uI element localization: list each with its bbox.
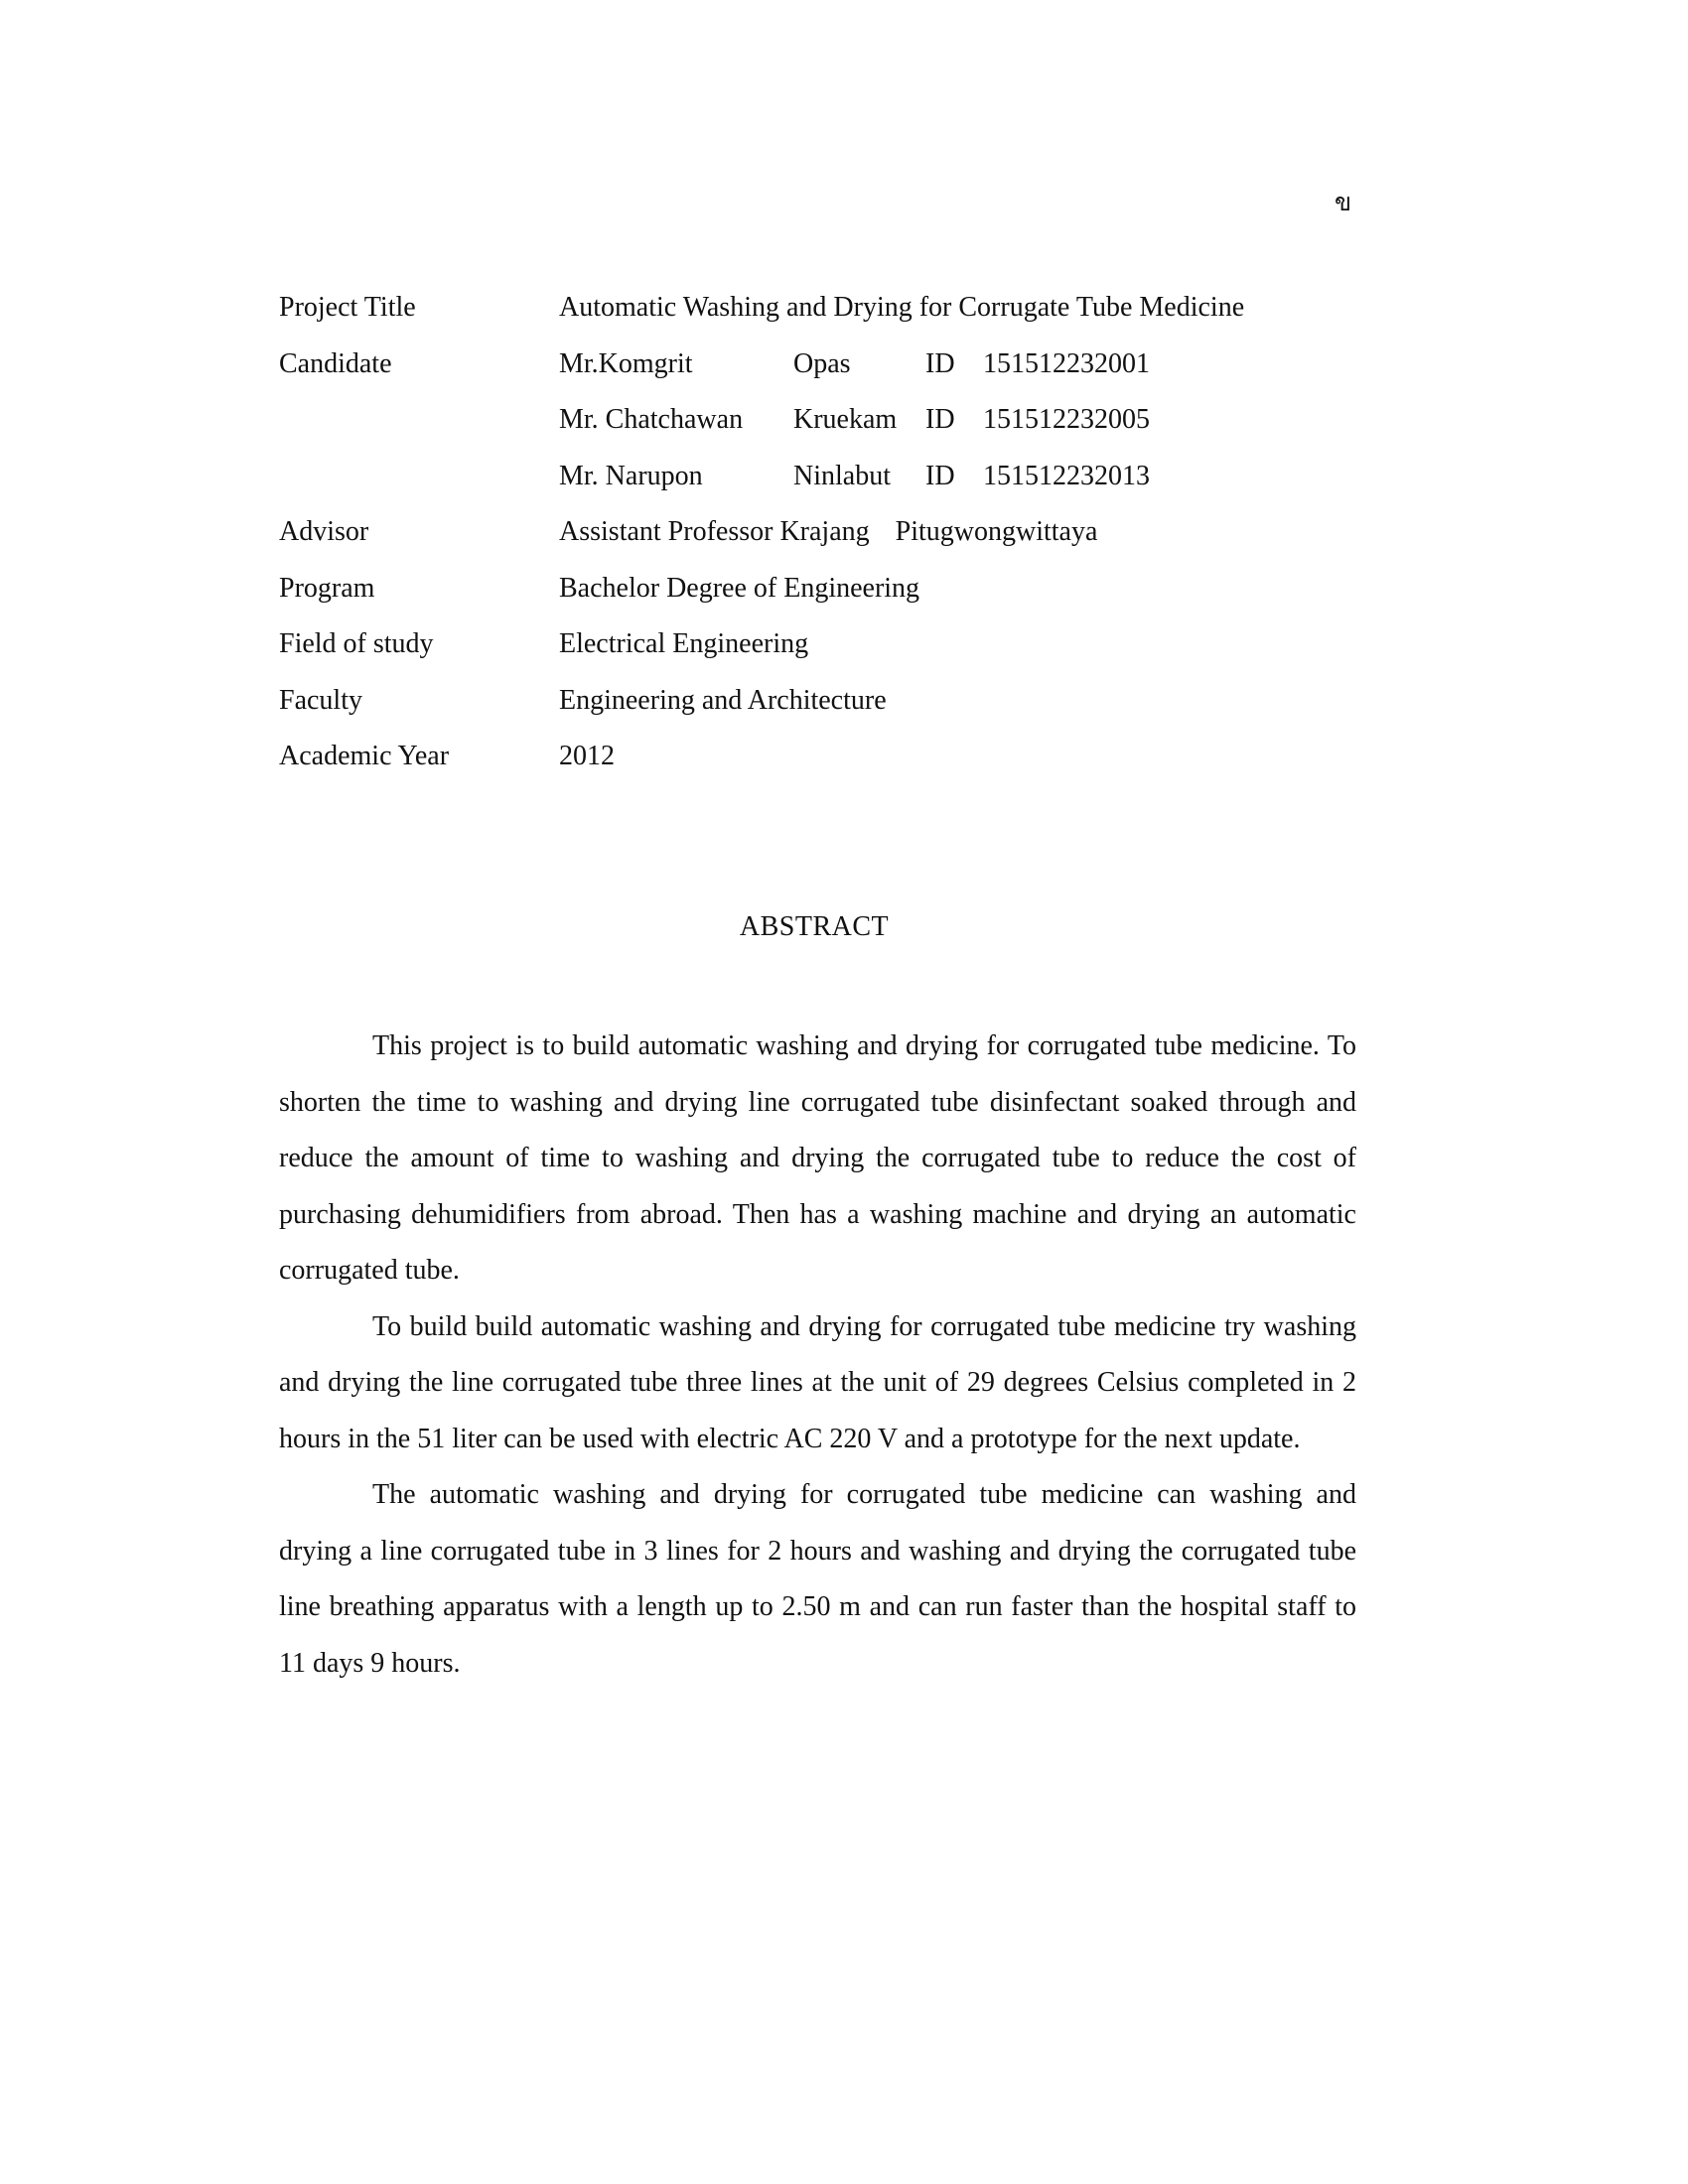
project-info-table: [279, 288, 1371, 793]
abstract-paragraph: This project is to build automatic washing and drying for corrugated tube medicine. To shorten the time to washing and drying line corrugated tube disinfectant soaked through and reduce the amount of time to washing and drying the corrugated tube to reduce the cost of purchasing dehumidifiers from abroad. Then has a washing machine and drying an automatic corrugated tube.: [279, 1030, 1356, 1286]
candidate-id-label: ID: [925, 460, 955, 491]
academic-year-value: 2012: [559, 741, 615, 771]
empty-label: [279, 457, 559, 513]
advisor-last-name: Pitugwongwittaya: [895, 516, 1098, 547]
field-row: [279, 624, 1371, 681]
faculty-row: [279, 681, 1371, 738]
advisor-label: Advisor: [279, 516, 369, 547]
academic-year-row: [279, 737, 1371, 793]
project-title-row: [279, 288, 1371, 344]
candidate-label: Candidate: [279, 347, 392, 379]
candidate-last-name: Ninlabut: [793, 460, 891, 491]
advisor-row: [279, 512, 1371, 569]
project-title-value: Automatic Washing and Drying for Corrugate Tube Medicine: [559, 292, 1245, 323]
empty-label: [279, 400, 559, 457]
candidate-last-name: Kruekam: [793, 404, 898, 435]
candidate-last-name: Opas: [793, 347, 851, 379]
abstract-body: [279, 1019, 1356, 1692]
advisor-first-name: Assistant Professor Krajang: [559, 516, 870, 547]
candidate-first-name: Mr. Chatchawan: [559, 404, 744, 435]
field-label: Field of study: [279, 628, 434, 659]
advisor-value: [559, 512, 1371, 569]
candidate-entry: [559, 344, 1371, 401]
program-row: [279, 569, 1371, 625]
project-title-label: Project Title: [279, 292, 416, 323]
abstract-paragraph: To build build automatic washing and drying for corrugated tube medicine try washing and drying the line corrugated tube three lines at the unit of 29 degrees Celsius completed in 2 hours in the 51 liter can be used with electric AC 220 V and a prototype for the next update.: [279, 1310, 1356, 1454]
faculty-label: Faculty: [279, 684, 362, 716]
abstract-paragraph: The automatic washing and drying for corrugated tube medicine can washing and drying a line corrugated tube in 3 lines for 2 hours and washing and drying the corrugated tube line breathing apparatus with a length up to 2.50 m and can run faster than the hospital staff to 11 days 9 hours.: [279, 1479, 1356, 1679]
candidate-row: [279, 400, 1371, 457]
candidate-id: 151512232001: [983, 347, 1150, 379]
candidate-id: 151512232013: [983, 460, 1150, 491]
abstract-heading: ABSTRACT: [739, 911, 890, 942]
candidate-row: [279, 344, 1371, 401]
page-number: ข: [1335, 190, 1352, 216]
candidate-id-label: ID: [925, 347, 955, 379]
candidate-first-name: Mr. Narupon: [559, 460, 703, 491]
candidate-first-name: Mr.Komgrit: [559, 347, 693, 379]
academic-year-label: Academic Year: [279, 741, 450, 771]
faculty-value: Engineering and Architecture: [559, 684, 887, 716]
candidate-entry: [559, 400, 1371, 457]
candidate-id-label: ID: [925, 404, 955, 435]
candidate-row: [279, 457, 1371, 513]
candidate-id: 151512232005: [983, 404, 1150, 435]
candidate-entry: [559, 457, 1371, 513]
program-label: Program: [279, 572, 375, 604]
field-value: Electrical Engineering: [559, 628, 809, 659]
program-value: Bachelor Degree of Engineering: [559, 572, 920, 604]
